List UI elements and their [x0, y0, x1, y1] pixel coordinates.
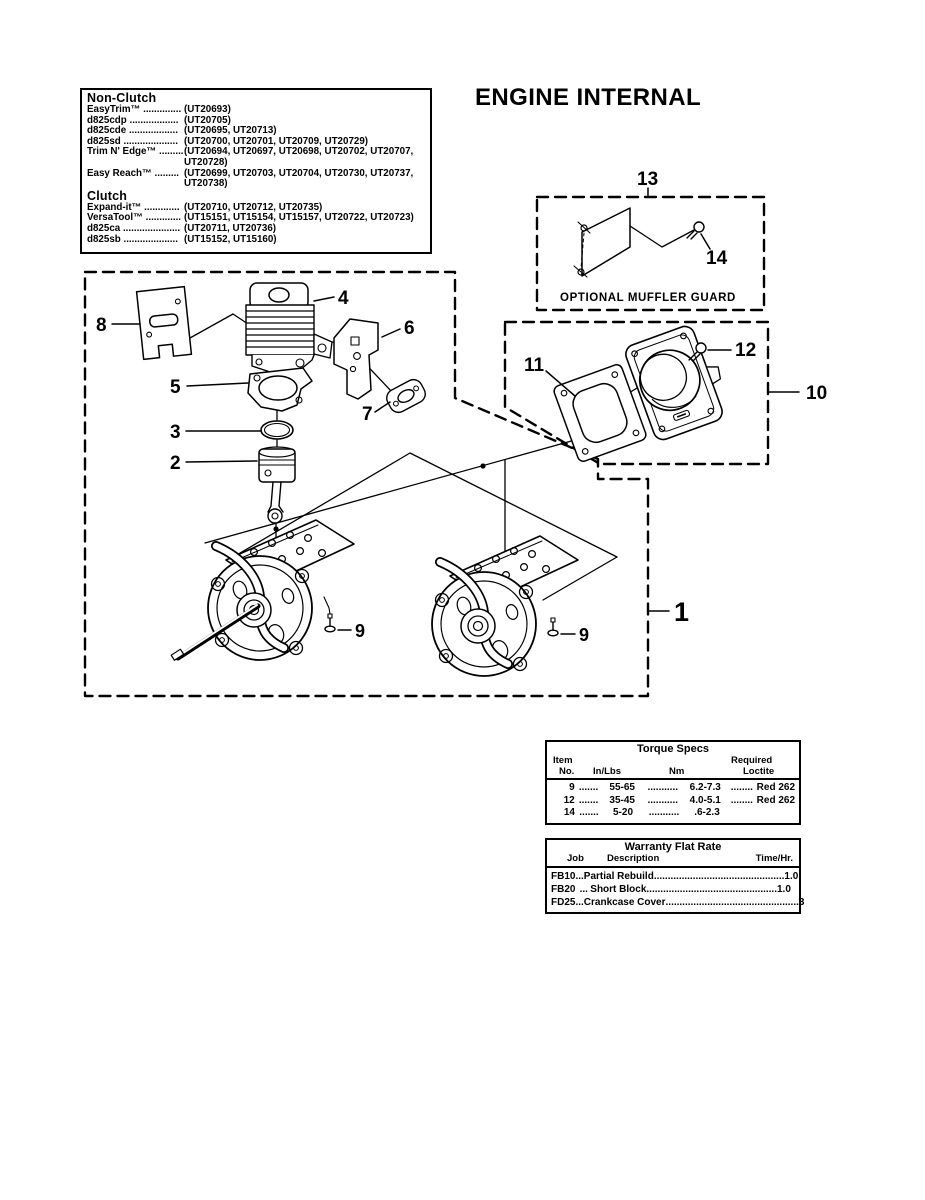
callout-5: 5 — [170, 377, 181, 398]
crankcase-screw-right — [548, 618, 558, 636]
callout-2: 2 — [170, 453, 181, 474]
muffler-guard-screw — [687, 222, 704, 239]
model-row: d825ca ..................... (UT20711, UT20736) — [87, 222, 277, 234]
callout-11: 11 — [524, 355, 545, 376]
callout-13: 13 — [637, 169, 659, 190]
model-row: VersaTool™ ............. (UT15151, UT15154, UT15157, UT20722, UT20723) — [87, 212, 414, 224]
warranty-row: FD25 ... Crankcase Cover ............................................... .3 — [551, 896, 805, 908]
col-header-job: Job — [567, 853, 584, 864]
page-title: ENGINE INTERNAL — [475, 84, 702, 111]
crankcase-right — [432, 536, 578, 676]
cylinder — [246, 283, 332, 372]
col-header-item: Item — [553, 755, 573, 766]
warranty-row: FB10 ... Partial Rebuild ............................................... 1.0 — [551, 870, 799, 882]
col-header-no: No. — [559, 765, 575, 777]
col-header-nm: Nm — [669, 765, 685, 777]
col-header-loctite: Loctite — [743, 765, 775, 777]
col-header-inlbs: In/Lbs — [593, 765, 621, 777]
torque-row: 9 ....... 55-65 ........... 6.2-7.3 ........ Red 262 — [569, 782, 796, 793]
callout-9-left: 9 — [355, 621, 366, 641]
callout-7: 7 — [362, 404, 373, 425]
callout-14: 14 — [706, 248, 728, 269]
callout-3: 3 — [170, 422, 181, 443]
model-row: EasyTrim™ .............. (UT20693) — [87, 104, 231, 115]
section-header-clutch: Clutch — [87, 188, 128, 203]
torque-table-title: Torque Specs — [637, 743, 709, 755]
callout-8: 8 — [96, 315, 107, 336]
callout-4: 4 — [338, 288, 349, 309]
model-row: Easy Reach™ ......... (UT20699, UT20703, UT20704, UT20730, UT20737, UT20738) — [87, 167, 414, 190]
muffler-guard-plate — [574, 208, 694, 277]
torque-specs-table — [545, 740, 801, 825]
model-row: d825sb .................... (UT15152, UT15160) — [87, 233, 277, 245]
model-row: d825cde .................. (UT20695, UT20713) — [87, 125, 277, 137]
model-row: Trim N' Edge™ ......... (UT20694, UT20697, UT20698, UT20702, UT20707, UT20728) — [87, 146, 414, 168]
torque-row: 14 ....... 5-20 ........... .6-2.3 — [563, 807, 720, 818]
crankcase-left — [208, 520, 354, 660]
carb-mount-plate — [334, 319, 378, 399]
piston-ring — [261, 421, 293, 439]
model-row: Expand-it™ ............. (UT20710, UT20712, UT20735) — [87, 201, 323, 213]
section-header-non-clutch: Non-Clutch — [87, 91, 157, 105]
warranty-table-title: Warranty Flat Rate — [624, 841, 722, 853]
callout-12: 12 — [735, 340, 757, 361]
model-row: d825cdp .................. (UT20705) — [87, 114, 231, 126]
torque-row: 12 ....... 35-45 ........... 4.0-5.1 ........ Red 262 — [563, 794, 796, 806]
callout-10: 10 — [806, 383, 828, 404]
model-row: d825sd .................... (UT20700, UT20701, UT20709, UT20729) — [87, 135, 369, 147]
col-header-description: Description — [607, 853, 660, 864]
warranty-flat-rate-table — [545, 838, 805, 914]
cylinder-gasket — [248, 368, 312, 411]
crankcase-screw-left — [324, 597, 335, 632]
carb-gasket — [384, 376, 429, 415]
muffler-guard-caption: OPTIONAL MUFFLER GUARD — [560, 292, 736, 304]
col-header-required: Required — [731, 755, 773, 766]
warranty-row: FB20 ... Short Block ............................................... 1.0 — [551, 883, 791, 895]
callout-6: 6 — [404, 318, 415, 339]
piston — [259, 447, 295, 523]
col-header-time: Time/Hr. — [755, 853, 793, 864]
callout-9-right: 9 — [579, 625, 590, 645]
callout-1: 1 — [674, 597, 690, 627]
heat-shield-plate — [137, 287, 192, 360]
